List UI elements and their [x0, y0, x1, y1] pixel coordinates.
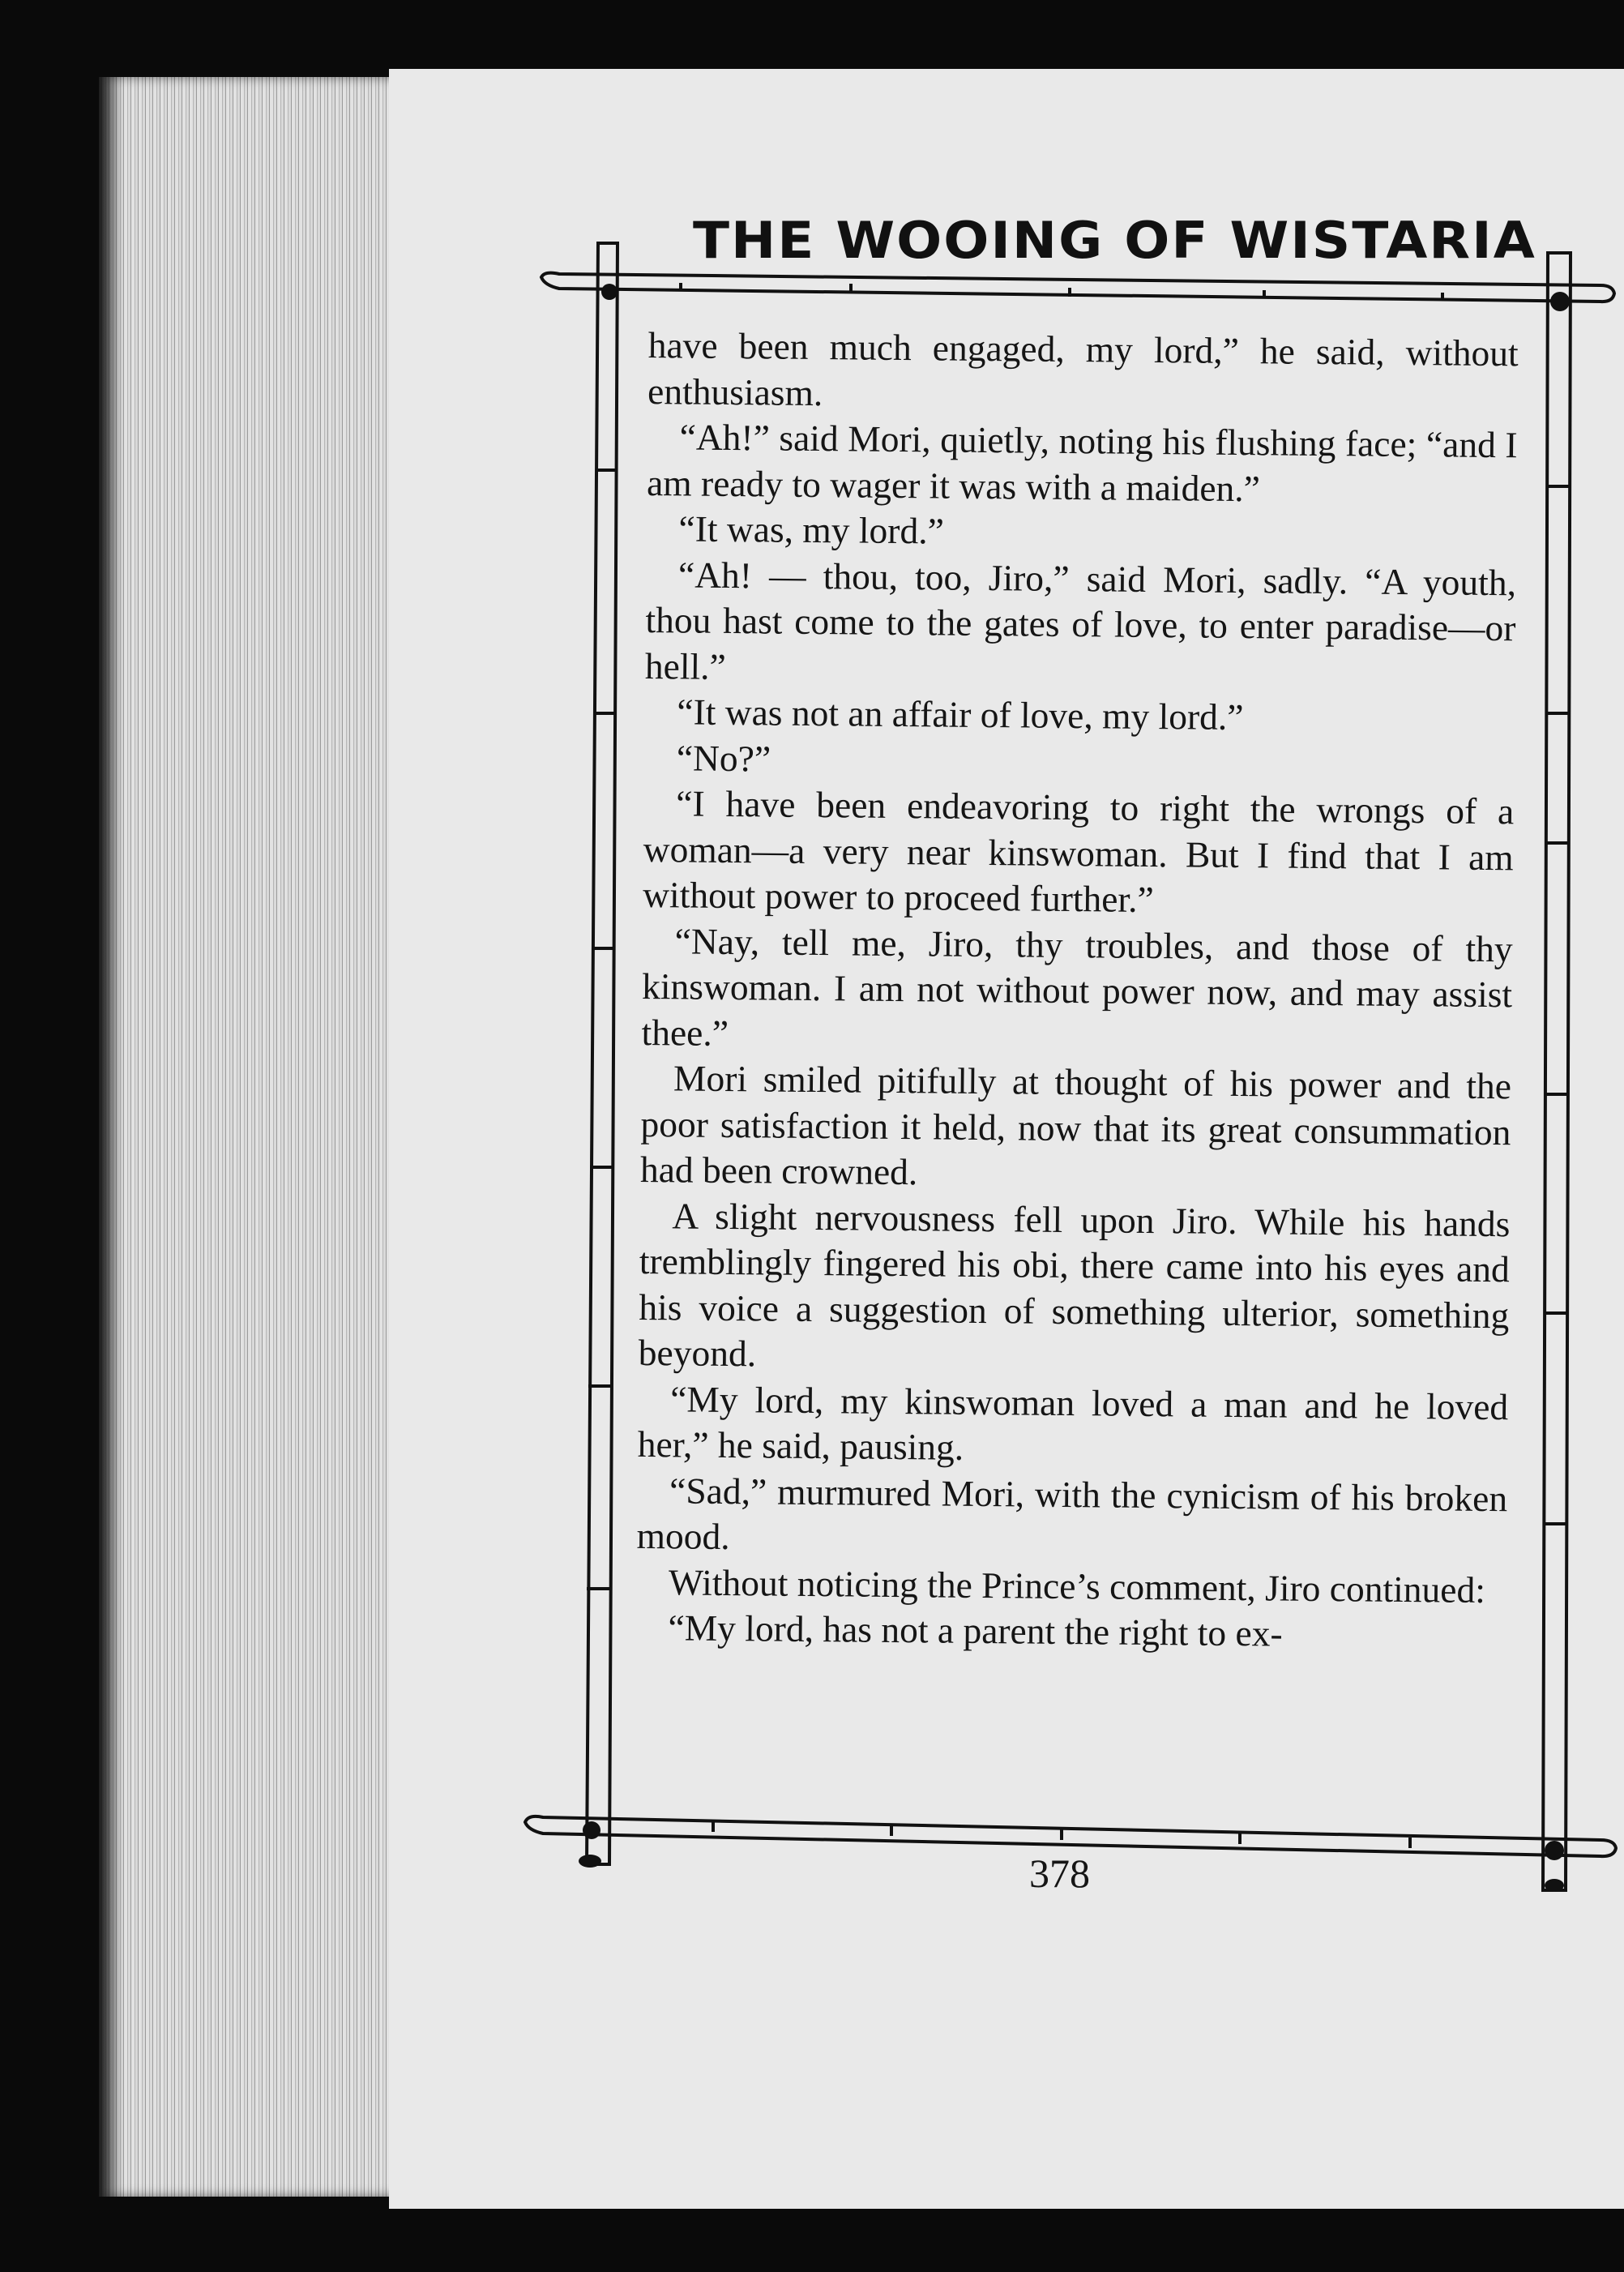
paragraph: A slight nervousness fell upon Jiro. While his hands tremblingly fingered his obi, there came into his eyes and his voice a suggestion of something ulterior, something beyond.: [638, 1194, 1511, 1375]
paragraph: “It was not an affair of love, my lord.”: [677, 691, 1244, 738]
running-head: THE WOOING OF WISTARIA: [693, 210, 1536, 271]
paragraph: “I have been endeavoring to right the wrongs of a woman—a very near kinswoman. But I find that I am without power to proceed further.”: [642, 782, 1515, 921]
paragraph: “My lord, has not a parent the right to ex-: [668, 1607, 1283, 1654]
paragraph: “Nay, tell me, Jiro, thy troubles, and those of thy kinswoman. I am not without power now, and may assist thee.”: [641, 919, 1513, 1054]
paragraph: “It was, my lord.”: [678, 507, 945, 552]
paragraph: “Ah!” said Mori, quietly, noting his flushing face; “and I am ready to wager it was with a maiden.”: [646, 416, 1518, 509]
paragraph: “My lord, my kinswoman loved a man and he loved her,” he said, pausing.: [637, 1377, 1509, 1468]
body-text: [635, 323, 1519, 1659]
paragraph: “Ah! — thou, too, Jiro,” said Mori, sadly. “A youth, thou hast come to the gates of love, to enter paradise—or hell.”: [644, 553, 1517, 687]
paragraph: Without noticing the Prince’s comment, Jiro continued:: [668, 1560, 1486, 1611]
page-number: 378: [1029, 1851, 1090, 1896]
paragraph: “Sad,” murmured Mori, with the cynicism of his broken mood.: [636, 1469, 1508, 1558]
paragraph: Mori smiled pitifully at thought of his power and the poor satisfaction it held, now that its great consummation had been crowned.: [639, 1057, 1512, 1193]
paragraph: “No?”: [676, 736, 771, 779]
paragraph: have been much engaged, my lord,” he said, without enthusiasm.: [647, 323, 1519, 413]
